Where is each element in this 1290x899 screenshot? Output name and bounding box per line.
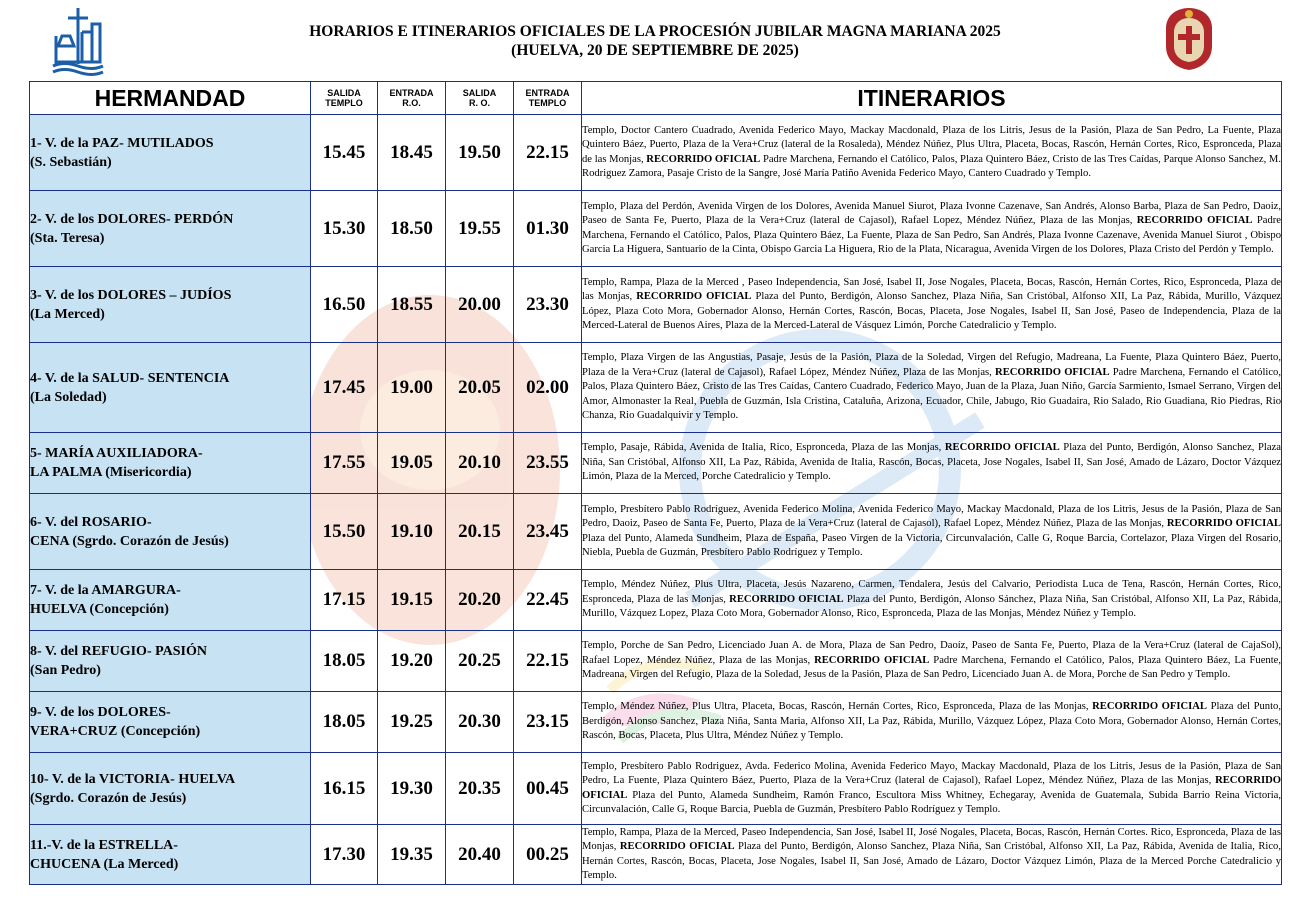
itinerary-text-end: Plaza del Punto, Berdigón, Alonso Sánchez, Plaza Niña, San Cristóbal, Alfonso XII, La Paz, Rábida, Murillo, Vázquez Lopez, Plaza Coto Mora, Gobernador Alonso, Rico, Espronceda, Plaza de las Monjas, Méndez Núñez y Templo. <box>582 593 1282 620</box>
col-header-salida-ro: SALIDA R. O. <box>446 82 514 115</box>
page-header <box>0 0 1290 82</box>
recorrido-oficial-label: RECORRIDO OFICIAL <box>646 153 761 165</box>
entrada-templo-time: 23.30 <box>514 267 582 343</box>
salida-ro-time: 20.00 <box>446 267 514 343</box>
table-row <box>30 433 1282 494</box>
entrada-ro-time: 19.05 <box>378 433 446 494</box>
itinerary-cell <box>582 753 1282 825</box>
itinerary-text-end: Plaza del Punto, Berdigón, Alonso Sanchez, Plaza Niña, San Cristóbal, Alfonso XII, La Paz, Rábida, Avenida de Italia, Rico, Hernán Cortes, Rascón, Bocas, Placeta, Jose Nogales, Isabel II, San José, Amado de Lázaro, Doctor Vázquez Limón, Plaza de la Merced Porche Catedralicio y Templo. <box>582 841 1281 881</box>
hermandad-cell <box>30 494 311 570</box>
itinerary-text-start: Templo, Méndez Núñez, Plus Ultra, Placeta, Jesús Nazareno, Carmen, Tendalera, Jesús del Calvario, Periodista Luca de Tena, Rascón, Hernán Cortes, Rico, Espronceda, Plaza de las Monjas, <box>582 579 1281 605</box>
entrada-templo-time: 01.30 <box>514 191 582 267</box>
col-header-entrada-templo: ENTRADA TEMPLO <box>514 82 582 115</box>
table-row <box>30 494 1282 570</box>
entrada-templo-time: 23.15 <box>514 692 582 753</box>
table-row <box>30 115 1282 191</box>
table-header-row <box>30 82 1282 115</box>
itinerary-text-end: Padre Marchena, Fernando el Católico, Palos, Plaza Quintero Báez, Cristo de las Tres Caídas, Cantero Cuadrado, Federico Mayo, Juan de la Plaza, Juan Niño, García Sarmiento, Ismael Serrano, Virgen del Amor, Almonaster la Real, Puebla de Guzmán, Isla Cristina, Cataluña, Arizona, Ecuador, Chile, Jabugo, Rio Guadaira, Rio Salado, Rio Guadiana, Rio Piedras, Rio Chanza, Rio Guadalquivir y Templo. <box>582 366 1281 422</box>
hermandad-church: LA PALMA (Misericordia) <box>30 465 192 480</box>
hermandad-name: 8- V. del REFUGIO- PASIÓN <box>30 644 207 659</box>
entrada-ro-time: 18.50 <box>378 191 446 267</box>
entrada-ro-time: 19.25 <box>378 692 446 753</box>
salida-ro-time: 20.20 <box>446 570 514 631</box>
recorrido-oficial-label: RECORRIDO OFICIAL <box>995 366 1110 378</box>
salida-templo-time: 16.15 <box>311 753 378 825</box>
entrada-ro-time: 19.35 <box>378 825 446 885</box>
table-row <box>30 191 1282 267</box>
col-header-itinerarios: ITINERARIOS <box>582 82 1282 115</box>
itinerary-text-start: Templo, Plaza del Perdón, Avenida Virgen de los Dolores, Avenida Manuel Siurot, Plaza Ivonne Cazenave, San Andrés, Alonso Barba, Plaza de San Pedro, Daoiz, Paseo de Santa Fe, Puerto, Plaza de la Vera+Cruz (lateral de Cajasol), Rafael Lopez, Méndez Núñez, Plaza de las Monjas, <box>582 200 1281 227</box>
hermandad-church: (Sgrdo. Corazón de Jesús) <box>30 790 187 806</box>
hermandad-cell <box>30 343 311 433</box>
itinerary-cell <box>582 692 1282 753</box>
entrada-ro-time: 19.10 <box>378 494 446 570</box>
itinerary-text-end: Plaza del Punto, Alameda Sundheim, Ramón Franco, Escultora Miss Whitney, Echegaray, Avenida de Guatemala, Subida Barrio Reina Victoria, Circunvalación, Calle G, Roque Barcia, Puebla de Guzmán, Presbítero Pablo Rodríguez y Templo. <box>582 789 1281 815</box>
itinerary-text-end: Plaza del Punto, Berdigón, Alonso Sanchez, Plaza Niña, San Cristóbal, Alfonso XII, La Paz, Rábida, Avenida de Italia, Rascón, Bocas, Placeta, Jose Nogales, Isabel II, San José, Amado de Lázaro, Doctor Vázquez Limón, Plaza de la Merced, Porche Catedralicio y Templo. <box>582 442 1281 483</box>
salida-ro-time: 19.55 <box>446 191 514 267</box>
col-header-entrada-ro: ENTRADA R.O. <box>378 82 446 115</box>
itinerary-text-start: Templo, Presbítero Pablo Rodriguez, Avda. Federico Molina, Avenida Federico Mayo, Mackay Macdonald, Plaza de los Litris, Jesus de la Pasión, Plaza de San Pedro, La Fuente, Plaza Quintero Báez, Puerto, Plaza de la Vera+Cruz (lateral de Cajasol), Rafael Lopez, Méndez Núñez, Plaza de las Monjas, <box>582 760 1281 787</box>
entrada-templo-time: 00.45 <box>514 753 582 825</box>
itinerary-text-end: Padre Marchena, Fernando el Católico, Palos, Plaza Quintero Báez, Cristo de las Tres Caídas, Parque Alonso Sanchez, M. Rodriguez Zamora, Pasaje Cristo de la Sangre, José María Patiño Avenida Federico Mayo, Cantero Cuadrado y Templo. <box>582 153 1281 179</box>
hermandad-cell <box>30 433 311 494</box>
recorrido-oficial-label: RECORRIDO OFICIAL <box>582 775 1281 801</box>
hermandad-name: 3- V. de los DOLORES – JUDÍOS <box>30 287 232 303</box>
recorrido-oficial-label: RECORRIDO OFICIAL <box>619 841 735 853</box>
hermandad-cell <box>30 631 311 692</box>
hermandad-church: (La Soledad) <box>30 389 107 405</box>
itinerary-text-start: Templo, Presbítero Pablo Rodríguez, Avenida Federico Molina, Avenida Federico Mayo, Mackay Macdonald, Plaza de los Litris, Jesus de la Pasión, Plaza de San Pedro, Daoiz, Paseo de Santa Fe, Puerto, Plaza de la Vera+Cruz (lateral de Cajasol), Rafael Lopez, Méndez Núñez, Plaza de las Monjas, <box>582 503 1281 530</box>
itinerary-cell <box>582 570 1282 631</box>
hermandad-church: (S. Sebastián) <box>30 154 112 170</box>
entrada-templo-time: 22.15 <box>514 115 582 191</box>
itinerary-text-start: Templo, Doctor Cantero Cuadrado, Avenida Federico Mayo, Mackay Macdonald, Plaza de los Litris, Jesus de la Pasión, Plaza de San Pedro, La Fuente, Plaza Quintero Báez, Puerto, Plaza de la Vera+Cruz (lateral de la Rosaleda), Méndez Núñez, Plus Ultra, Placeta, Bocas, Rascón, Hernán Cortes, Rico, Espronceda, Plaza de las Monjas, <box>582 124 1281 165</box>
hermandad-church: VERA+CRUZ (Concepción) <box>30 724 201 739</box>
entrada-ro-time: 19.20 <box>378 631 446 692</box>
itinerary-cell <box>582 343 1282 433</box>
hermandad-name: 5- MARÍA AUXILIADORA- <box>30 446 203 461</box>
recorrido-oficial-label: RECORRIDO OFICIAL <box>814 654 930 666</box>
entrada-ro-time: 19.30 <box>378 753 446 825</box>
table-row <box>30 570 1282 631</box>
itinerary-cell <box>582 825 1282 885</box>
hermandad-name: 11.-V. de la ESTRELLA- <box>30 837 178 853</box>
hermandad-church: (La Merced) <box>30 306 105 322</box>
itinerary-cell <box>582 494 1282 570</box>
entrada-templo-time: 22.15 <box>514 631 582 692</box>
itinerary-text-start: Templo, Rampa, Plaza de la Merced, Paseo Independencia, San José, Isabel II, José Nogales, Placeta, Bocas, Rascón, Hernán Cortes. Rico, Espronceda, Plaza de las Monjas, <box>582 826 1281 853</box>
table-row <box>30 692 1282 753</box>
entrada-templo-time: 02.00 <box>514 343 582 433</box>
salida-templo-time: 15.30 <box>311 191 378 267</box>
table-row <box>30 825 1282 885</box>
salida-templo-time: 17.15 <box>311 570 378 631</box>
huelva-city-logo <box>50 6 106 76</box>
salida-templo-time: 15.50 <box>311 494 378 570</box>
hermandad-cell <box>30 753 311 825</box>
schedule-table <box>29 81 1282 885</box>
itinerary-text-end: Padre Marchena, Fernando el Católico, Palos, Plaza Quintero Báez, La Fuente, Plaza de San Pedro, San Andrés, Plaza Ivonne Cazenave, Avenida Manuel Siurot , Obispo Garcia La Higuera, Santuario de la Cinta, Obispo Garcia La Higuera, Rio de la Plata, Nicaragua, Avenida Virgen de los Dolores, Plaza Cristo del Perdón y Templo. <box>582 215 1281 255</box>
salida-ro-time: 20.40 <box>446 825 514 885</box>
recorrido-oficial-label: RECORRIDO OFICIAL <box>1092 701 1207 713</box>
recorrido-oficial-label: RECORRIDO OFICIAL <box>729 593 844 605</box>
itinerary-text-start: Templo, Porche de San Pedro, Licenciado Juan A. de Mora, Plaza de San Pedro, Daoíz, Paseo de Santa Fe, Puerto, Plaza de la Vera+Cruz (lateral de CajaSol), Rafael Lopez, Méndez Núñez, Plaza de las Monjas, <box>582 640 1281 666</box>
itinerary-cell <box>582 631 1282 692</box>
hermandad-cell <box>30 191 311 267</box>
hermandad-name: 7- V. de la AMARGURA- <box>30 583 181 598</box>
recorrido-oficial-label: RECORRIDO OFICIAL <box>1166 518 1281 530</box>
itinerary-text-end: Padre Marchena, Fernando el Católico, Palos, Plaza Quintero Báez, La Fuente, Madreana, Virgen del Refugio, Plaza de la Soledad, Jesus de la Pasión, Plaza de San Pedro, Licenciado Juan A. de Mora, Porche de San Pedro y Templo. <box>582 654 1281 681</box>
itinerary-text-end: Plaza del Punto, Berdigón, Alonso Sanchez, Plaza Niña, Santa Maria, Alfonso XII, La Paz, Rábida, Murillo, Vázquez López, Plaza Coto Mora, Gobernador Alonso, Hernán Cortes, Rascón, Bocas, Placeta, Plus Ultra, Méndez Núñez y Templo. <box>582 701 1281 742</box>
brotherhood-crest <box>1162 6 1216 72</box>
salida-ro-time: 20.10 <box>446 433 514 494</box>
table-row <box>30 343 1282 433</box>
salida-ro-time: 20.05 <box>446 343 514 433</box>
salida-templo-time: 17.45 <box>311 343 378 433</box>
hermandad-cell <box>30 115 311 191</box>
entrada-templo-time: 23.55 <box>514 433 582 494</box>
entrada-ro-time: 18.45 <box>378 115 446 191</box>
entrada-templo-time: 22.45 <box>514 570 582 631</box>
hermandad-cell <box>30 267 311 343</box>
itinerary-text-start: Templo, Pasaje, Rábida, Avenida de Italia, Rico, Espronceda, Plaza de las Monjas, <box>582 442 942 454</box>
hermandad-cell <box>30 570 311 631</box>
itinerary-text-end: Plaza del Punto, Alameda Sundheim, Plaza de España, Paseo Virgen de la Victoria, Circunvalación, Calle G, Roque Barcia, Cortelazor, Plaza Virgen del Rosario, Niebla, Puebla de Guzmán, Presbítero Pablo Rodríguez y Templo. <box>582 532 1281 558</box>
salida-templo-time: 18.05 <box>311 692 378 753</box>
hermandad-name: 2- V. de los DOLORES- PERDÓN <box>30 211 234 227</box>
table-row <box>30 753 1282 825</box>
itinerary-cell <box>582 433 1282 494</box>
hermandad-name: 9- V. de los DOLORES- <box>30 705 171 720</box>
hermandad-name: 1- V. de la PAZ- MUTILADOS <box>30 135 214 151</box>
table-row <box>30 267 1282 343</box>
recorrido-oficial-label: RECORRIDO OFICIAL <box>636 291 752 303</box>
recorrido-oficial-label: RECORRIDO OFICIAL <box>1136 215 1253 227</box>
hermandad-church: (San Pedro) <box>30 663 101 678</box>
entrada-templo-time: 23.45 <box>514 494 582 570</box>
hermandad-church: CHUCENA (La Merced) <box>30 856 179 872</box>
salida-templo-time: 17.30 <box>311 825 378 885</box>
salida-ro-time: 20.25 <box>446 631 514 692</box>
hermandad-cell <box>30 692 311 753</box>
table-row <box>30 631 1282 692</box>
itinerary-cell <box>582 115 1282 191</box>
salida-templo-time: 16.50 <box>311 267 378 343</box>
salida-ro-time: 20.35 <box>446 753 514 825</box>
salida-templo-time: 18.05 <box>311 631 378 692</box>
entrada-ro-time: 19.00 <box>378 343 446 433</box>
salida-ro-time: 19.50 <box>446 115 514 191</box>
itinerary-text-end: Plaza del Punto, Berdigón, Alonso Sanchez, Plaza Niña, San Cristóbal, Alfonso XII, La Paz, Rábida, Murillo, Vázquez López, Plaza Coto Mora, Gobernador Alonso, Hernán Cortes, Rascón, Bocas, Placeta, Jose Nogales, Isabel II, San José, Paseo de Independencia, Plaza de la Merced-Lateral de Buenos Aires, Plaza de la Merced-Lateral de Vásquez Limón, Porche Catedralicio y Templo. <box>582 291 1281 331</box>
col-header-hermandad: HERMANDAD <box>30 82 311 115</box>
hermandad-church: CENA (Sgrdo. Corazón de Jesús) <box>30 533 229 549</box>
salida-ro-time: 20.15 <box>446 494 514 570</box>
entrada-ro-time: 18.55 <box>378 267 446 343</box>
entrada-ro-time: 19.15 <box>378 570 446 631</box>
col-header-salida-templo: SALIDA TEMPLO <box>311 82 378 115</box>
hermandad-cell <box>30 825 311 885</box>
page-title <box>120 22 1190 60</box>
hermandad-name: 6- V. del ROSARIO- <box>30 514 152 530</box>
hermandad-name: 10- V. de la VICTORIA- HUELVA <box>30 771 236 787</box>
itinerary-text-start: Templo, Plaza Virgen de las Angustias, Pasaje, Jesús de la Pasión, Plaza de la Soledad, Virgen del Refugio, Madreana, La Fuente, Plaza Quintero Báez, Puerto, Plaza de la Vera+Cruz (lateral de Cajasol), Rafael López, Méndez Núñez, Plaza de las Monjas, <box>582 352 1281 378</box>
salida-ro-time: 20.30 <box>446 692 514 753</box>
entrada-templo-time: 00.25 <box>514 825 582 885</box>
hermandad-name: 4- V. de la SALUD- SENTENCIA <box>30 370 230 386</box>
hermandad-church: HUELVA (Concepción) <box>30 602 169 617</box>
hermandad-church: (Sta. Teresa) <box>30 230 105 246</box>
itinerary-cell <box>582 191 1282 267</box>
recorrido-oficial-label: RECORRIDO OFICIAL <box>944 442 1060 454</box>
title-line-1: HORARIOS E ITINERARIOS OFICIALES DE LA PROCESIÓN JUBILAR MAGNA MARIANA 2025 <box>309 23 1001 40</box>
salida-templo-time: 17.55 <box>311 433 378 494</box>
itinerary-text-start: Templo, Méndez Núñez, Plus Ultra, Placeta, Bocas, Rascón, Hernán Cortes, Rico, Espronceda, Plaza de las Monjas, <box>582 701 1089 713</box>
itinerary-text-start: Templo, Rampa, Plaza de la Merced , Paseo Independencia, San José, Isabel II, Jose Nogales, Placeta, Bocas, Rascón, Hernán Cortes, Rico, Espronceda, Plaza de las Monjas, <box>582 276 1281 303</box>
itinerary-cell <box>582 267 1282 343</box>
title-line-2: (HUELVA, 20 DE SEPTIEMBRE DE 2025) <box>511 42 799 59</box>
salida-templo-time: 15.45 <box>311 115 378 191</box>
